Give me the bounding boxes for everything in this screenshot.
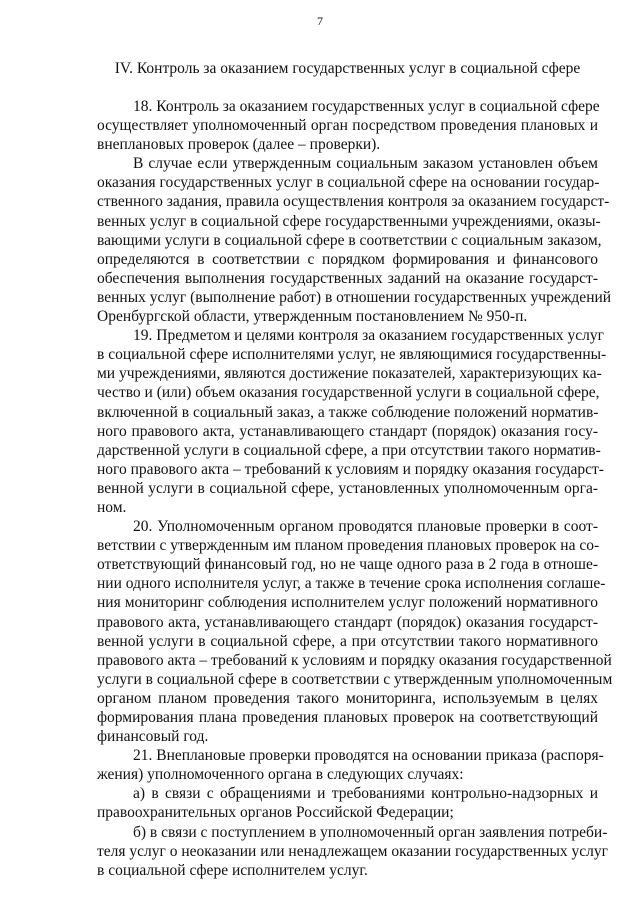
paragraph-line: ственного задания, правила осуществления контроля за оказанием государст- <box>97 193 610 211</box>
paragraph-line: венной услуги в социальной сфере, а при отсутствии такого нормативного <box>97 632 598 650</box>
paragraph-line: Оренбургской области, утвержденным постановлением № 950-п. <box>97 308 528 326</box>
paragraph-line: венных услуг в социальной сфере государственными учреждениями, оказы- <box>97 212 601 230</box>
paragraph <box>97 784 598 822</box>
paragraph-line: 19. Предметом и целями контроля за оказанием государственных услуг <box>133 327 605 345</box>
paragraph <box>97 326 607 517</box>
paragraph-line: ния мониторинг соблюдения исполнителем услуг положений нормативного <box>97 594 598 612</box>
paragraph-line: обеспечения выполнения государственных заданий на оказание государст- <box>97 269 598 287</box>
paragraph-line: оказания государственных услуг в социальной сфере на основании государ- <box>97 174 600 192</box>
page-number: 7 <box>317 14 323 28</box>
paragraph-line: венных услуг (выполнение работ) в отношении государственных учреждений <box>97 288 612 306</box>
paragraph <box>97 517 613 746</box>
paragraph-line: ответствующий финансовый год, но не чаще одного раза в 2 года в отноше- <box>97 556 598 574</box>
paragraph <box>97 154 612 326</box>
paragraph-line: органом планом проведения такого мониторинга, используемым в целях <box>97 689 598 707</box>
document-body <box>97 97 613 880</box>
paragraph-line: 20. Уполномоченным органом проводятся плановые проверки в соот- <box>133 518 598 536</box>
paragraph-line: в социальной сфере исполнителем услуг. <box>97 861 368 879</box>
paragraph-line: правового акта – требований к условиям и порядку оказания государственной <box>97 651 612 669</box>
paragraph-line: осуществляет уполномоченный орган посредством проведения плановых и <box>97 117 598 135</box>
paragraph-line: правоохранительных органов Российской Федерации; <box>97 804 454 822</box>
paragraph <box>97 746 604 784</box>
paragraph <box>97 823 608 880</box>
paragraph-line: ветствии с утвержденным им планом проведения плановых проверок на со- <box>97 537 600 555</box>
paragraph-line: финансовый год. <box>97 728 209 746</box>
paragraph <box>97 97 598 154</box>
paragraph-line: ном. <box>97 498 127 516</box>
paragraph-line: правового акта, устанавливающего стандарт (порядок) оказания государст- <box>97 613 598 631</box>
paragraph-line: дарственной услуги в социальной сфере, а при отсутствии такого норматив- <box>97 441 601 459</box>
paragraph-line: венной услуги в социальной сфере, установленных уполномоченным орга- <box>97 479 598 497</box>
paragraph-line: ного правового акта – требований к условиям и порядку оказания государст- <box>97 460 604 478</box>
paragraph-line: нии одного исполнителя услуг, а также в течение срока исполнения соглаше- <box>97 575 606 593</box>
paragraph-line: жения) уполномоченного органа в следующих случаях: <box>97 766 464 784</box>
paragraph-line: теля услуг о неоказании или ненадлежащем оказании государственных услуг <box>97 842 608 860</box>
paragraph-line: вающими услуги в социальной сфере в соответствии с социальным заказом, <box>97 231 602 249</box>
paragraph-line: внеплановых проверок (далее – проверки). <box>97 136 381 154</box>
paragraph-line: в социальной сфере исполнителями услуг, не являющимися государственны- <box>97 346 607 364</box>
paragraph-line: определяются в соответствии с порядком формирования и финансового <box>97 250 598 268</box>
paragraph-line: формирования плана проведения плановых проверок на соответствующий <box>97 709 598 726</box>
paragraph-line: 21. Внеплановые проверки проводятся на основании приказа (распоря- <box>133 747 604 765</box>
paragraph-line: б) в связи с поступлением в уполномоченный орган заявления потреби- <box>133 823 608 841</box>
paragraph-line: 18. Контроль за оказанием государственных услуг в социальной сфере <box>133 98 600 115</box>
paragraph-line: ного правового акта, устанавливающего стандарт (порядок) оказания госу- <box>97 422 598 440</box>
paragraph-line: а) в связи с обращениями и требованиями контрольно-надзорных и <box>133 785 598 803</box>
paragraph-line: чество и (или) объем оказания государственной услуги в социальной сфере, <box>97 384 600 402</box>
section-heading: IV. Контроль за оказанием государственных услуг в социальной сфере <box>114 60 581 77</box>
paragraph-line: В случае если утвержденным социальным заказом установлен объем <box>133 155 598 173</box>
paragraph-line: включенной в социальный заказ, а также соблюдение положений норматив- <box>97 403 599 421</box>
paragraph-line: ми учреждениями, являются достижение показателей, характеризующих ка- <box>97 365 602 383</box>
paragraph-line: услуги в социальной сфере в соответствии с утвержденным уполномоченным <box>97 670 613 688</box>
